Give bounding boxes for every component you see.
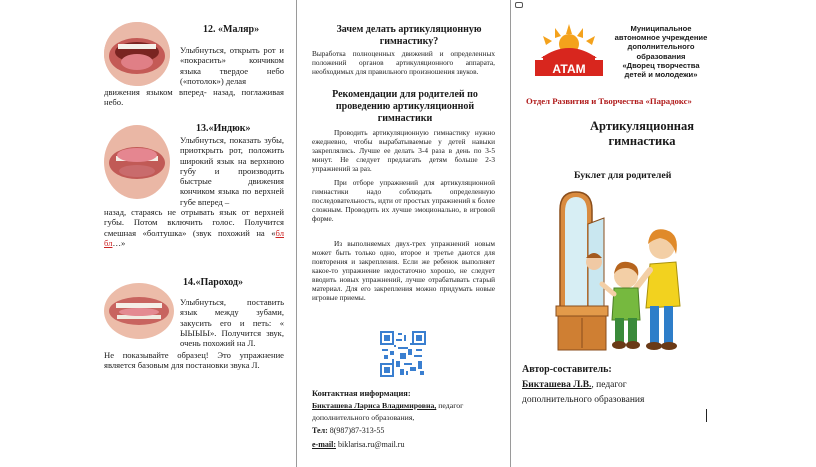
heading-why: Зачем делать артикуляционную гимнастику? — [336, 24, 482, 47]
contact-email-line — [312, 440, 404, 449]
exercise-12-text-right: Улыбнуться, открыть рот и «покрасить» кончиком языка твердое небо («потолок») делая — [180, 45, 284, 86]
mouth-photo-parohod — [104, 283, 174, 339]
fold-line-2 — [510, 0, 511, 467]
org-line: автономное учреждение — [614, 33, 708, 43]
exercise-14-text-full: Не показывайте образец! Это упражнение является базовым для постановки звука Л. — [104, 350, 284, 371]
author-role-a: , педагог — [591, 380, 627, 390]
organization-name — [614, 24, 708, 79]
paragraph-2: При отборе упражнений для артикуляционной гимнастики надо соблюдать определенную последовательность, идти от простых упражнений к более сложным. Проводить их лучше эмоционально, в игровой форме. — [312, 178, 495, 223]
contact-heading: Контактная информация: — [312, 389, 411, 398]
org-line: дополнительного — [627, 42, 695, 52]
email-label: e-mail: — [312, 440, 336, 449]
phone-value: 8(987)87-313-55 — [327, 426, 385, 435]
mouth-photo-mayar — [104, 22, 170, 86]
logo-text: АТАМ — [552, 62, 586, 76]
org-line: образования — [636, 51, 686, 61]
intro-text: Выработка полноценных движений и определенных положений органов артикуляционного аппарата, необходимых для правильного произношения звуков. — [312, 49, 495, 76]
exercise-14-title: 14.«Пароход» — [183, 277, 243, 288]
fold-line-1 — [296, 0, 297, 467]
illustration-children-mirror — [554, 188, 694, 356]
author-name: Бикташева Л.В. — [522, 380, 592, 390]
panel-recommendations — [298, 0, 510, 467]
author-role-b: дополнительного образования — [522, 395, 645, 405]
text-cursor — [706, 409, 707, 422]
title-line-2: гимнастика — [608, 134, 676, 148]
author-label: Автор-составитель: — [522, 364, 612, 375]
contact-name-line — [312, 401, 463, 410]
exercise-12-text-full: движения языком вперед- назад, поглаживая небо. — [104, 87, 284, 108]
exercise-13-text-right: Улыбнуться, показать зубы, приоткрыть рот, положить широкий язык на верхнюю губу и производить быстрые движения кончиком языка по верхней губе вперед – — [180, 135, 284, 207]
org-line: детей и молодежи» — [624, 70, 698, 80]
title-line-1: Артикуляционная — [590, 119, 694, 133]
contact-role-b: дополнительного образования, — [312, 413, 415, 422]
qr-code — [380, 331, 426, 377]
panel-exercises — [0, 0, 296, 467]
exercise-13-text-b: …» — [112, 237, 126, 248]
paragraph-1: Проводить артикуляционную гимнастику нужно ежедневно, чтобы вырабатываемые у детей навыки закреплялись. Лучше ее делать 3-4 раза в день по 3-5 минут. Не следует предлагать детям больше 2-3 упражнений за раз. — [312, 128, 495, 173]
department-name: Отдел Развития и Творчества «Парадокс» — [526, 96, 692, 106]
org-line: «Дворец творчества — [622, 60, 700, 70]
paragraph-3: Из выполняемых двух-трех упражнений новым может быть только одно, второе и третье даются для повторения и закрепления. Если же ребенок выполняет какое-то упражнение недостаточно хорошо, не следует вводить новых упражнений, лучше отрабатывать старый материал. Для его закрепления можно придумать новые игровые приемы. — [312, 239, 495, 302]
exercise-13-text-red: бл бл — [104, 227, 284, 248]
phone-label: Тел: — [312, 426, 328, 435]
exercise-12-title: 12. «Маляр» — [203, 24, 260, 35]
email-value[interactable]: biklarisa.ru@mail.ru — [336, 440, 405, 449]
heading-recommendations: Рекомендации для родителей по проведению артикуляционной гимнастики — [332, 89, 478, 124]
org-line: Муниципальное — [630, 24, 692, 33]
contact-name: Бикташева Лариса Владимировна, — [312, 401, 437, 410]
contact-role-a: педагог — [436, 401, 464, 410]
author-line — [522, 380, 627, 390]
booklet-subtitle: Буклет для родителей — [574, 170, 672, 181]
atam-logo — [527, 22, 611, 80]
exercise-13-text-full — [104, 207, 284, 248]
booklet-title — [542, 119, 742, 149]
exercise-13-title: 13.«Индюк» — [196, 123, 251, 134]
exercise-14-text-right: Улыбнуться, поставить язык между зубами, закусить его и петь: « ЫЫЫЫ». Получится звук, очень похожий на Л. — [180, 297, 284, 349]
exercise-13-text-a: назад, стараясь не отрывать язык от верхней губы. Потом включить голос. Получится смешная «болтушка» (звук похожий на « — [104, 207, 284, 238]
mouth-photo-indyuk — [104, 125, 170, 199]
panel-cover — [512, 0, 816, 467]
contact-phone-line — [312, 426, 384, 435]
